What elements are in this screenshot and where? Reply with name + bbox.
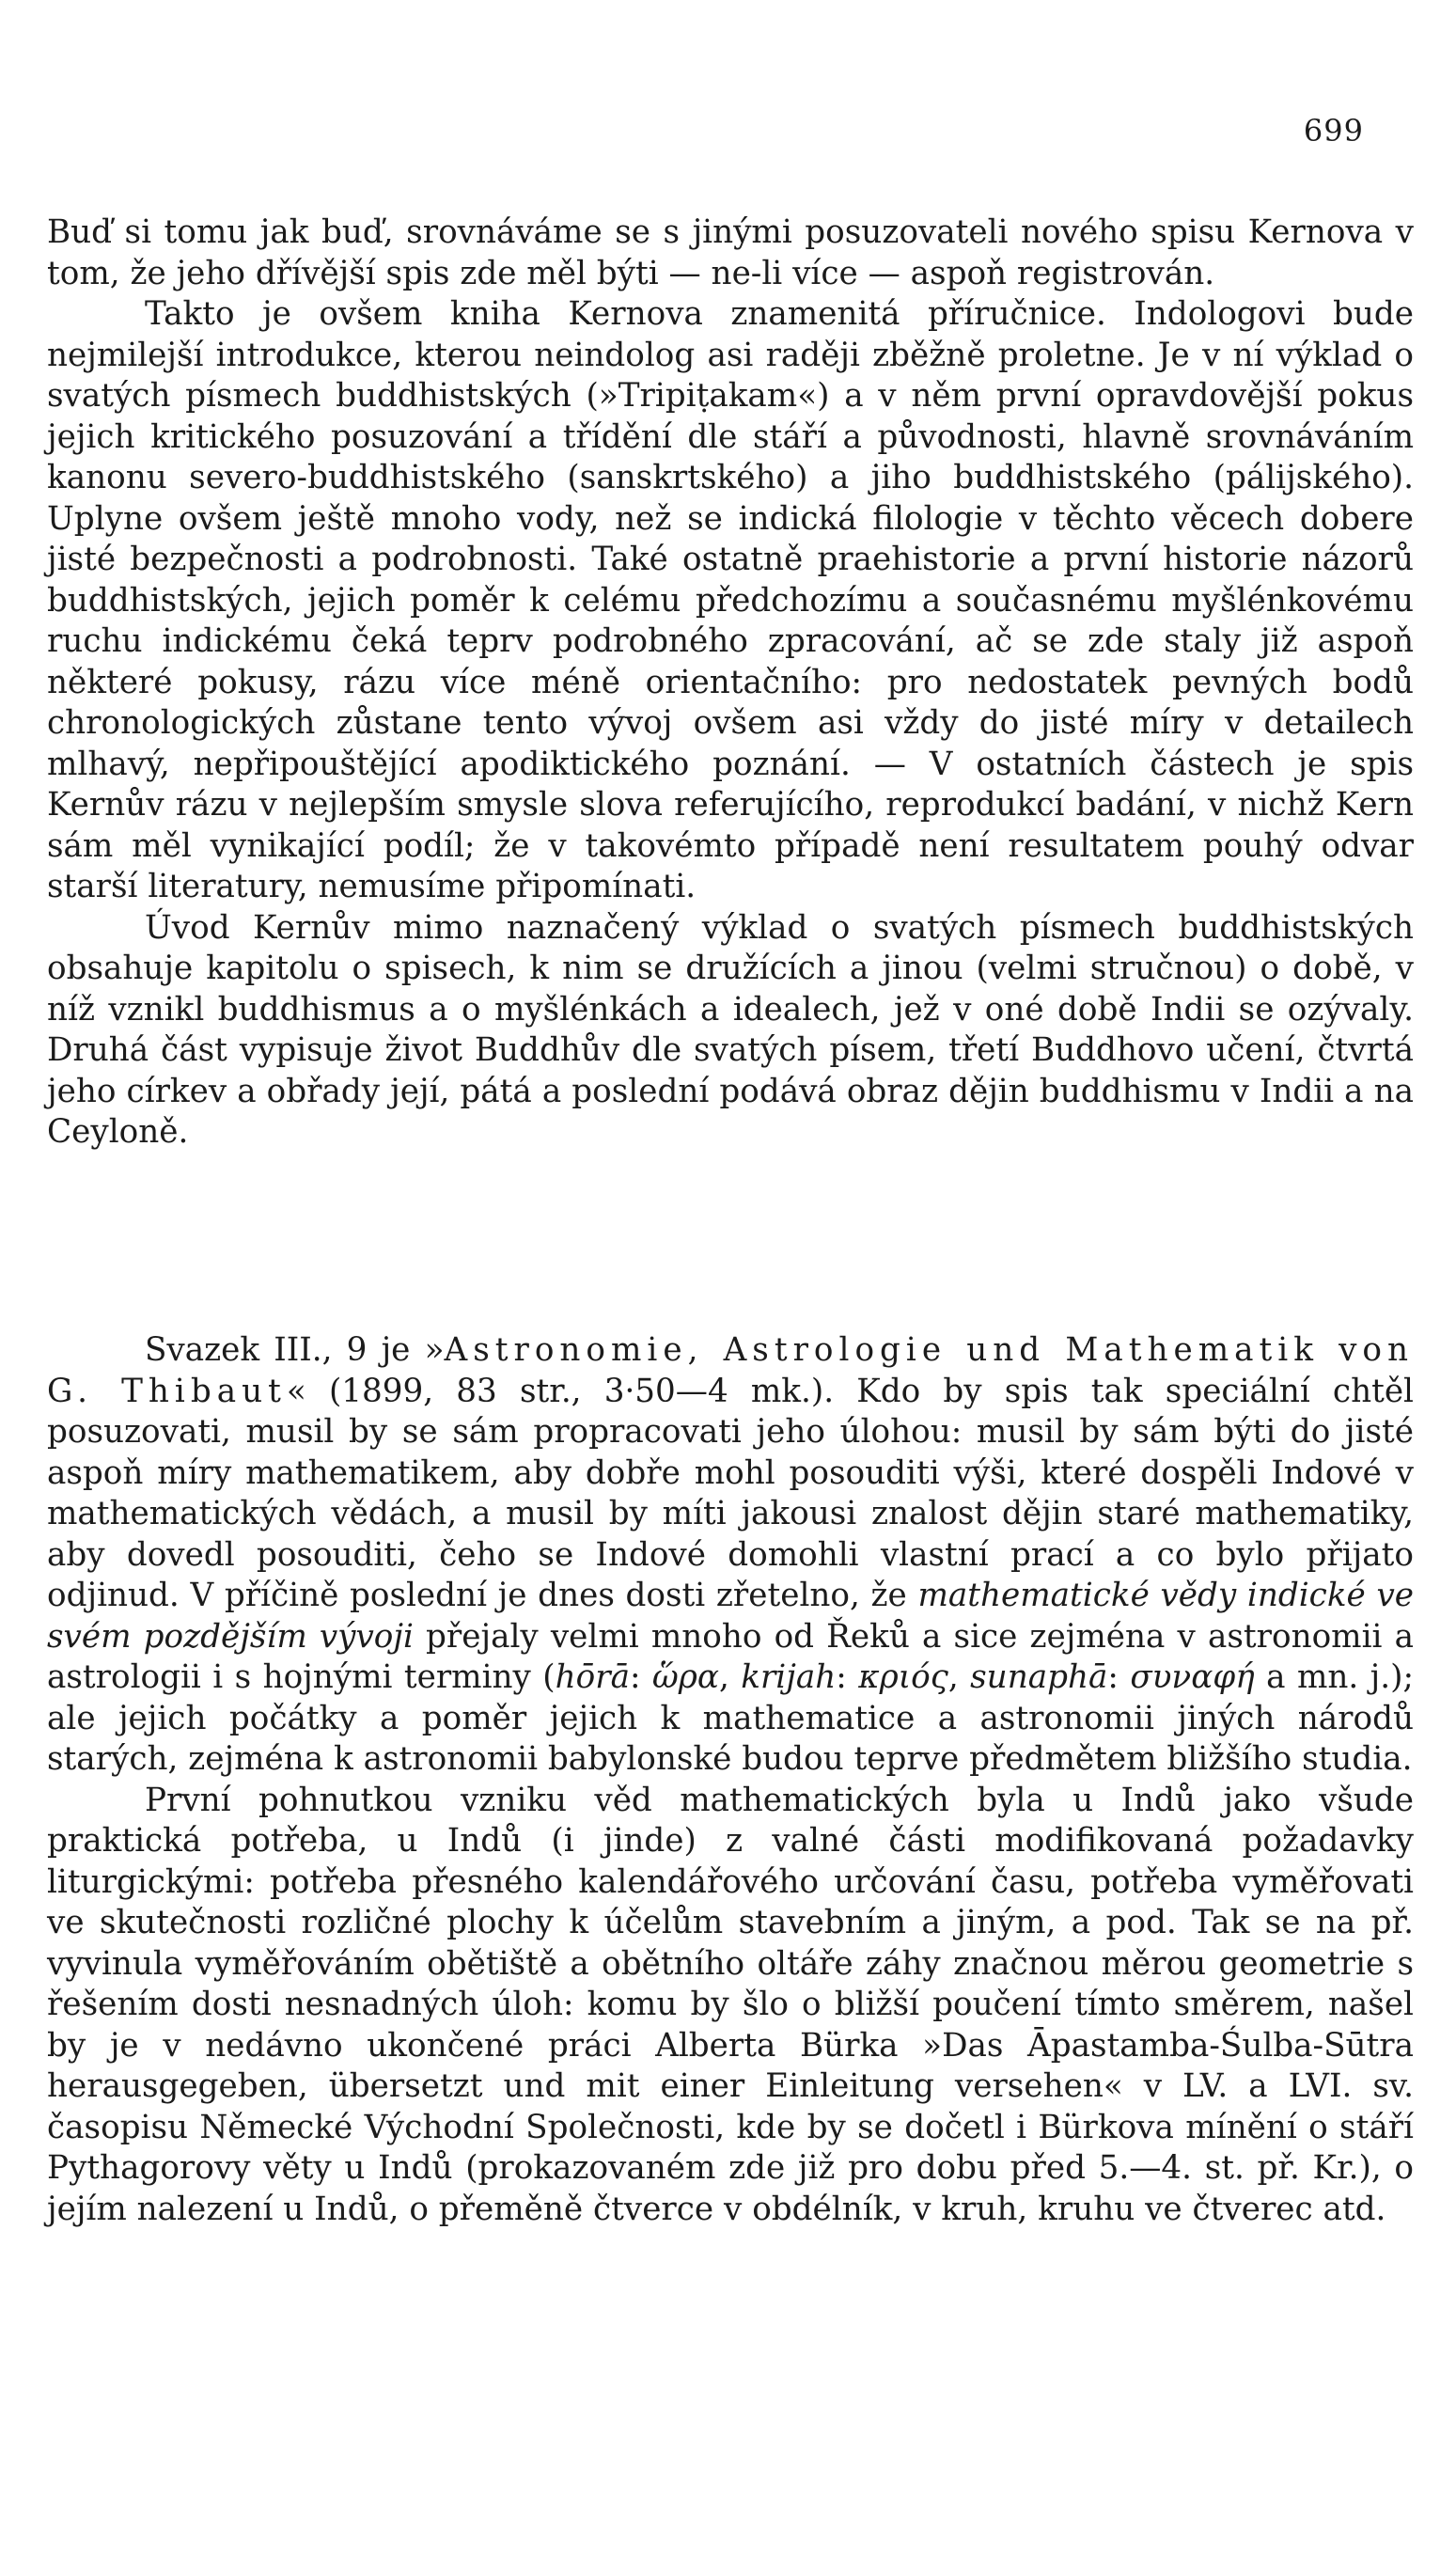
term-krios-greek: κριός xyxy=(858,1658,948,1696)
section-thibaut-review xyxy=(47,1330,1414,2230)
citation: « (1899, 83 str., 3·50—4 mk.). xyxy=(286,1372,835,1410)
paragraph-introduction-contents: Úvod Kernův mimo naznačený výklad o svatých písmech buddhistských obsahuje kapitolu o spisech, k nim se družících a jinou (velmi stručnou) o době, v níž vznikl buddhismus a o myšlénkách a idealech, jež v oné době Indii se ozývaly. Druhá část vypisuje život Buddhův dle svatých písem, třetí Buddhovo učení, čtvrtá jeho církev a obřady její, pátá a poslední podává obraz dějin buddhismu v Indii a na Ceyloně. xyxy=(47,908,1414,1151)
section-kern-review xyxy=(47,212,1414,1154)
separator: , xyxy=(718,1658,742,1696)
paragraph-origins-of-mathematics: První pohnutkou vzniku věd mathematických byla u Indů jako všude praktická potřeba, u Indů (i jinde) z valné části modifikovaná požadavky liturgickými: potřeba přesného kalendářového určování času, potřeba vyměřovati ve skutečnosti rozličné plochy k účelům stavebním a jiným, a pod. Tak se na př. vyvinula vyměřováním obětiště a obětního oltáře záhy značnou měrou geometrie s řešením dosti nesnadných úloh: komu by šlo o bližší poučení tímto směrem, našel by je v nedávno ukončené práci Alberta Bürka »Das Āpastamba-Śulba-Sūtra herausgegeben, übersetzt und mit einer Einleitung versehen« v LV. a LVI. sv. časopisu Německé Východní Společnosti, kde by se dočetl i Bürkova mínění o stáří Pythagorovy věty u Indů (prokazovaném zde již pro dobu před 5.—4. st. př. Kr.), o jejím nalezení u Indů, o přeměně čtverce v obdélník, v kruh, kruhu ve čtverec atd. xyxy=(47,1781,1414,2228)
paragraph-thibaut xyxy=(47,1330,1414,1781)
paragraph-handbook: Takto je ovšem kniha Kernova znamenitá příručnice. Indologovi bude nejmilejší introdukce, kterou neindolog asi raději zběžně proletne. Je v ní výklad o svatých písmech buddhistských (»Tripiṭakam«) a v něm první opravdovější pokus jejich kritického posuzování a třídění dle stáří a původnosti, hlavně srovnáváním kanonu severo-buddhistského (sanskrtského) a jiho buddhistského (pálijského). Uplyne ovšem ještě mnoho vody, než se indická filologie v těchto věcech dobere jisté bezpečnosti a podrobnosti. Také ostatně praehistorie a první historie názorů buddhistských, jejich poměr k celému předchozímu a současnému myšlénkovému ruchu indickému čeká teprv podrobného zpracování, ač se zde staly již aspoň některé pokusy, rázu více méně orientačního: pro nedostatek pevných bodů chronologických zůstane tento vývoj ovšem asi vždy do jisté míry v detailech mlhavý, nepřipouštějící apodiktického poznání. — V ostatních částech je spis Kernův rázu v nejlepším smysle slova referujícího, reprodukcí badání, v nichž Kern sám měl vynikající podíl; že v takovémto případě není resultatem pouhý odvar starší literatury, nemusíme připomínati. xyxy=(47,295,1414,905)
separator: : xyxy=(836,1658,859,1696)
term-sunapha-translit: sunaphā xyxy=(970,1658,1108,1696)
page-number: 699 xyxy=(1303,113,1364,149)
term-hora-greek: ὥρα xyxy=(651,1658,719,1696)
book-title-spaced: Astronomie, Astrologie und Mathematik von G. Thibaut xyxy=(47,1331,1414,1410)
term-krijah-translit: krijah xyxy=(741,1658,837,1696)
term-hora-translit: hōrā xyxy=(555,1658,630,1696)
italic-phrase: mathematické vědy indické ve svém pozdějším vývoji xyxy=(47,1577,1414,1656)
paragraph-registration: Buď si tomu jak buď, srovnáváme se s jinými posuzovateli nového spisu Kernova v tom, že jeho dřívější spis zde měl býti — ne-li více — aspoň registrován. xyxy=(47,213,1414,292)
body-text-1: Kdo by spis tak speciální chtěl posuzovati, musil by se sám propracovati jeho úlohou: musil by sám býti do jisté aspoň míry mathematikem, aby dobře mohl posouditi výši, které dospěli Indové v mathematických vědách, a musil by míti jakousi znalost dějin staré mathematiky, aby dovedl posouditi, čeho se Indové domohli vlastní prací a co bylo přijato odjinud. V příčině poslední je dnes dosti zřetelno, že xyxy=(47,1372,1414,1614)
separator: , xyxy=(947,1658,971,1696)
term-synaphe-greek: συναφή xyxy=(1130,1658,1255,1696)
volume-lead: Svazek III., 9 je » xyxy=(145,1331,445,1369)
separator: : xyxy=(629,1658,652,1696)
body-text-2: přejaly velmi mnoho od Řeků a sice zejména v astronomii a astrologii i s hojnými terminy ( xyxy=(47,1617,1414,1696)
body-text-3: a mn. j.); ale jejich počátky a poměr jejich k mathematice a astronomii jiných národů starých, zejména k astronomii babylonské budou teprve předmětem bližšího studia. xyxy=(47,1658,1414,1778)
separator: : xyxy=(1107,1658,1131,1696)
